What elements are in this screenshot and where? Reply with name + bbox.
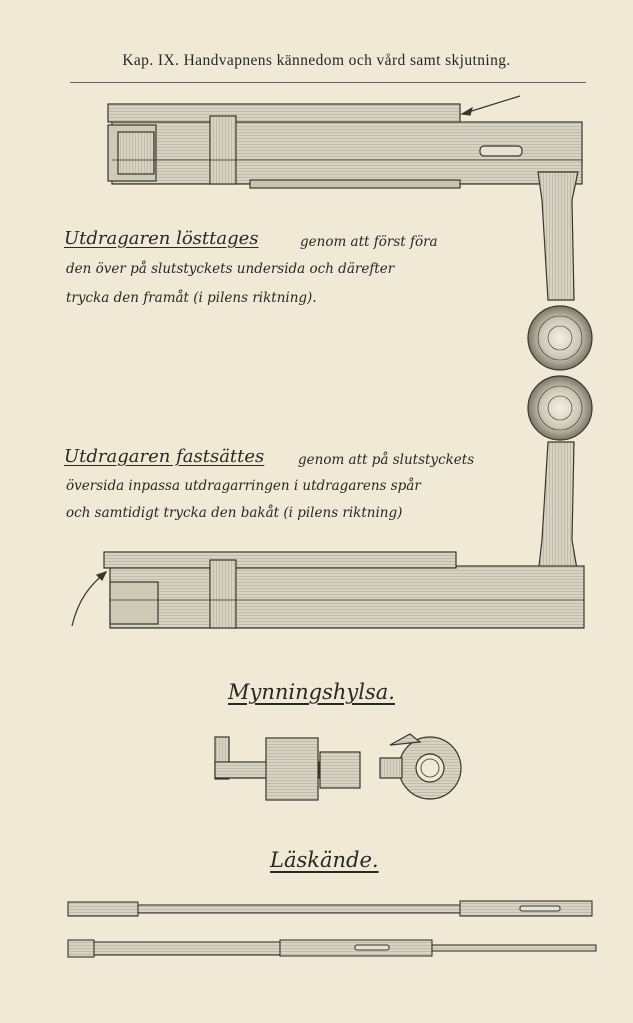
section1-lead: Utdragaren lösttages <box>64 228 259 249</box>
page-header: Kap. IX. Handvapnens kännedom och vård samt skjutning. <box>122 52 511 69</box>
muzzle-cover-caption: Mynningshylsa. <box>228 680 395 704</box>
section2-line3: och samtidigt trycka den bakåt (i pilens riktning) <box>66 505 403 521</box>
bolt-illustration-bottom <box>72 376 592 628</box>
section1-rest: genom att först föra <box>300 234 438 250</box>
section2-rest: genom att på slutstyckets <box>298 452 475 468</box>
section2-line2: översida inpassa utdragarringen i utdragarens spår <box>66 478 421 494</box>
muzzle-cover-illustration <box>215 734 461 800</box>
section1-line2: den över på slutstyckets undersida och därefter <box>66 261 395 277</box>
cleaning-rod-caption: Läskände. <box>270 848 379 872</box>
section1-line3: trycka den framåt (i pilens riktning). <box>66 290 317 306</box>
section2-lead: Utdragaren fastsättes <box>64 446 265 467</box>
cleaning-rod-illustration <box>68 901 596 957</box>
